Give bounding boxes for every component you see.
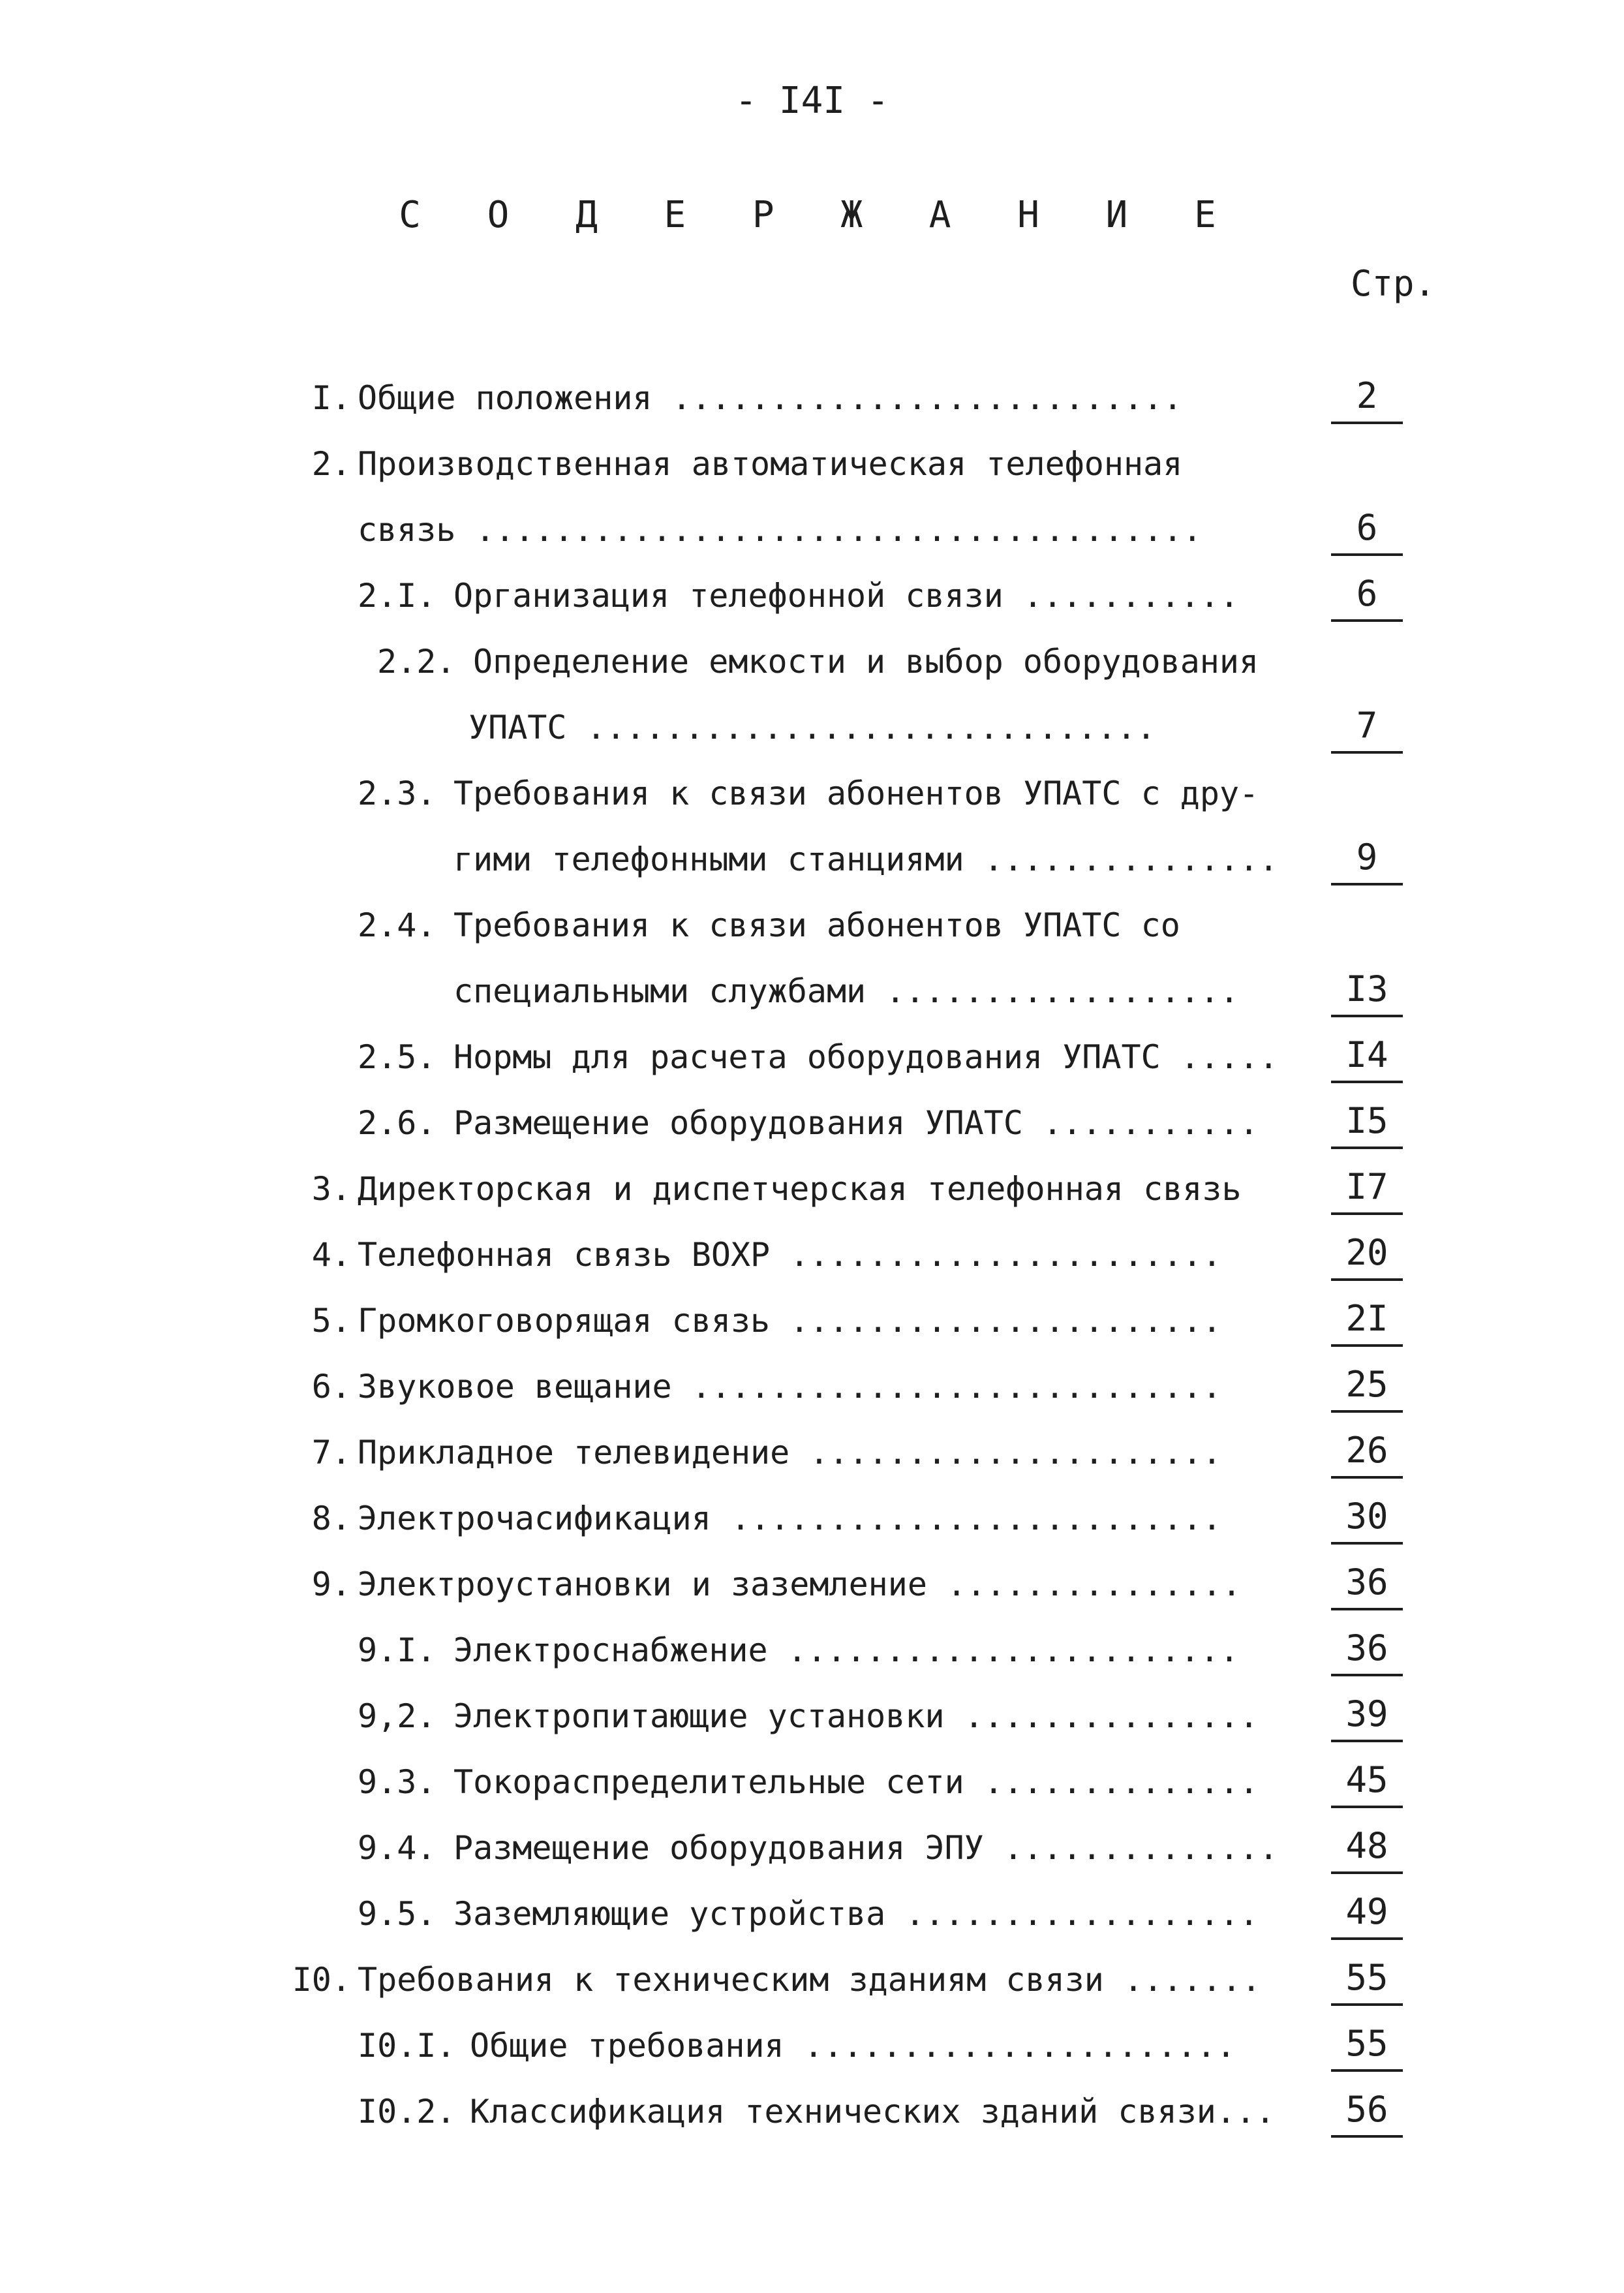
toc-entry-title: связь ..................................... bbox=[358, 511, 1203, 549]
toc-entry-page-number: 55 bbox=[1331, 1955, 1403, 2006]
toc-entry-title: Требования к техническим зданиям связи ....... bbox=[358, 1961, 1261, 1999]
toc-entry bbox=[0, 827, 1624, 892]
toc-entry-title: Токораспределительные сети .............. bbox=[453, 1763, 1259, 1801]
page-title: С О Д Е Р Ж А Н И Е bbox=[399, 194, 1238, 236]
toc-entry-page-number: 26 bbox=[1331, 1428, 1403, 1479]
toc-entry-page-number: 36 bbox=[1331, 1625, 1403, 1676]
toc-entry-page-number: 55 bbox=[1331, 2021, 1403, 2072]
toc-entry-number: 9.4. bbox=[358, 1829, 437, 1867]
toc-entry-title: Прикладное телевидение ..................... bbox=[358, 1434, 1222, 1471]
toc-entry-title: Нормы для расчета оборудования УПАТС ..... bbox=[453, 1038, 1279, 1076]
toc-entry bbox=[0, 1090, 1624, 1156]
toc-entry-page-number: 6 bbox=[1331, 505, 1403, 556]
toc-entry-title: Требования к связи абонентов УПАТС с дру- bbox=[453, 775, 1259, 812]
toc-entry-title: УПАТС ............................. bbox=[468, 709, 1156, 746]
toc-entry bbox=[0, 1749, 1624, 1815]
toc-entry-number: 9.5. bbox=[358, 1895, 437, 1933]
toc-entry-number: I0.I. bbox=[358, 2027, 456, 2065]
toc-entry-title: Организация телефонной связи ........... bbox=[453, 577, 1240, 615]
toc-entry-title: Размещение оборудования УПАТС ........... bbox=[453, 1104, 1259, 1142]
toc-entry bbox=[0, 893, 1624, 958]
toc-entry-number: 2.5. bbox=[358, 1038, 437, 1076]
toc-entry-page-number: I5 bbox=[1331, 1098, 1403, 1149]
toc-entry bbox=[0, 1684, 1624, 1749]
page-number: - I4I - bbox=[735, 80, 889, 122]
toc-entry-number: 4. bbox=[311, 1236, 351, 1274]
toc-entry bbox=[0, 563, 1624, 628]
toc-entry-page-number: 45 bbox=[1331, 1757, 1403, 1808]
toc-entry-title: Классификация технических зданий связи... bbox=[470, 2093, 1276, 2131]
toc-entry-page-number: 56 bbox=[1331, 2087, 1403, 2138]
toc-entry-number: 2.2. bbox=[377, 643, 456, 681]
toc-entry bbox=[0, 497, 1624, 562]
toc-entry bbox=[0, 761, 1624, 826]
toc-entry-title: Размещение оборудования ЭПУ .............. bbox=[453, 1829, 1279, 1867]
toc-entry-page-number: I4 bbox=[1331, 1032, 1403, 1083]
toc-entry bbox=[0, 1881, 1624, 1947]
toc-entry-number: 9.3. bbox=[358, 1763, 437, 1801]
toc-entry bbox=[0, 1420, 1624, 1485]
toc-entry bbox=[0, 1947, 1624, 2012]
toc-entry-page-number: I7 bbox=[1331, 1164, 1403, 1215]
toc-entry-number: 2.4. bbox=[358, 906, 437, 944]
toc-entry-number: I0.2. bbox=[358, 2093, 456, 2131]
toc-entry-number: 9.I. bbox=[358, 1631, 437, 1669]
toc-entry-number: 2. bbox=[311, 445, 351, 483]
toc-entry bbox=[0, 365, 1624, 431]
toc-entry bbox=[0, 695, 1624, 760]
toc-entry bbox=[0, 1288, 1624, 1353]
toc-entry bbox=[0, 1222, 1624, 1287]
toc-entry-number: 8. bbox=[311, 1500, 351, 1537]
toc-entry-number: I. bbox=[311, 379, 351, 417]
toc-entry-title: Общие положения .......................... bbox=[358, 379, 1183, 417]
toc-entry-title: Электрочасификация ......................... bbox=[358, 1500, 1222, 1537]
toc-entry-title: Звуковое вещание ........................... bbox=[358, 1368, 1222, 1406]
toc-entry-title: специальными службами .................. bbox=[453, 972, 1240, 1010]
toc-entry bbox=[0, 431, 1624, 497]
toc-entry-number: 9. bbox=[311, 1565, 351, 1603]
page-column-header: Стр. bbox=[1350, 263, 1435, 304]
toc-entry-title: Электроснабжение ....................... bbox=[453, 1631, 1240, 1669]
toc-entry bbox=[0, 1552, 1624, 1617]
toc-entry-page-number: 39 bbox=[1331, 1691, 1403, 1742]
toc-entry-page-number: 9 bbox=[1331, 835, 1403, 885]
toc-entry-title: Требования к связи абонентов УПАТС со bbox=[453, 906, 1180, 944]
toc-entry-number: 2.6. bbox=[358, 1104, 437, 1142]
toc-entry-title: Производственная автоматическая телефонная bbox=[358, 445, 1183, 483]
toc-entry bbox=[0, 1354, 1624, 1419]
toc-entry-page-number: 48 bbox=[1331, 1823, 1403, 1874]
toc-entry-number: 9,2. bbox=[358, 1697, 437, 1735]
toc-entry-page-number: 6 bbox=[1331, 571, 1403, 622]
toc-entry-page-number: 30 bbox=[1331, 1494, 1403, 1545]
toc-entry bbox=[0, 1618, 1624, 1683]
toc-entry-number: 5. bbox=[311, 1302, 351, 1340]
toc-entry-page-number: 36 bbox=[1331, 1560, 1403, 1610]
toc-entry-title: Определение емкости и выбор оборудования bbox=[473, 643, 1259, 681]
toc-entry-title: Директорская и диспетчерская телефонная связь bbox=[358, 1170, 1242, 1208]
toc-entry bbox=[0, 1024, 1624, 1090]
toc-entry-page-number: 2 bbox=[1331, 373, 1403, 424]
toc-entry bbox=[0, 629, 1624, 694]
toc-entry-page-number: 49 bbox=[1331, 1889, 1403, 1940]
toc-entry bbox=[0, 1486, 1624, 1551]
toc-entry bbox=[0, 959, 1624, 1024]
toc-entry-title: Электропитающие установки ............... bbox=[453, 1697, 1259, 1735]
toc-entry-title: Электроустановки и заземление ............... bbox=[358, 1565, 1242, 1603]
toc-entry-title: гими телефонными станциями ............... bbox=[453, 840, 1279, 878]
toc-entry-title: Громкоговорящая связь ...................... bbox=[358, 1302, 1222, 1340]
toc-entry-page-number: 20 bbox=[1331, 1230, 1403, 1281]
toc-entry-title: Заземляющие устройства .................. bbox=[453, 1895, 1259, 1933]
toc-entry bbox=[0, 2013, 1624, 2078]
toc-entry-number: I0. bbox=[292, 1961, 351, 1999]
toc-entry-number: 7. bbox=[311, 1434, 351, 1471]
toc-entry-title: Общие требования ...................... bbox=[470, 2027, 1236, 2065]
toc-entry-number: 3. bbox=[311, 1170, 351, 1208]
toc-entry-page-number: 7 bbox=[1331, 703, 1403, 754]
toc-entry-page-number: 2I bbox=[1331, 1296, 1403, 1347]
toc-entry bbox=[0, 1815, 1624, 1881]
toc-entry-number: 2.3. bbox=[358, 775, 437, 812]
toc-entry-number: 6. bbox=[311, 1368, 351, 1406]
toc-entry bbox=[0, 1156, 1624, 1222]
toc-entry-number: 2.I. bbox=[358, 577, 437, 615]
toc-entry-title: Телефонная связь ВОХР ...................... bbox=[358, 1236, 1222, 1274]
toc-entry-page-number: I3 bbox=[1331, 966, 1403, 1017]
toc-entry-page-number: 25 bbox=[1331, 1362, 1403, 1413]
toc-entry bbox=[0, 2079, 1624, 2144]
